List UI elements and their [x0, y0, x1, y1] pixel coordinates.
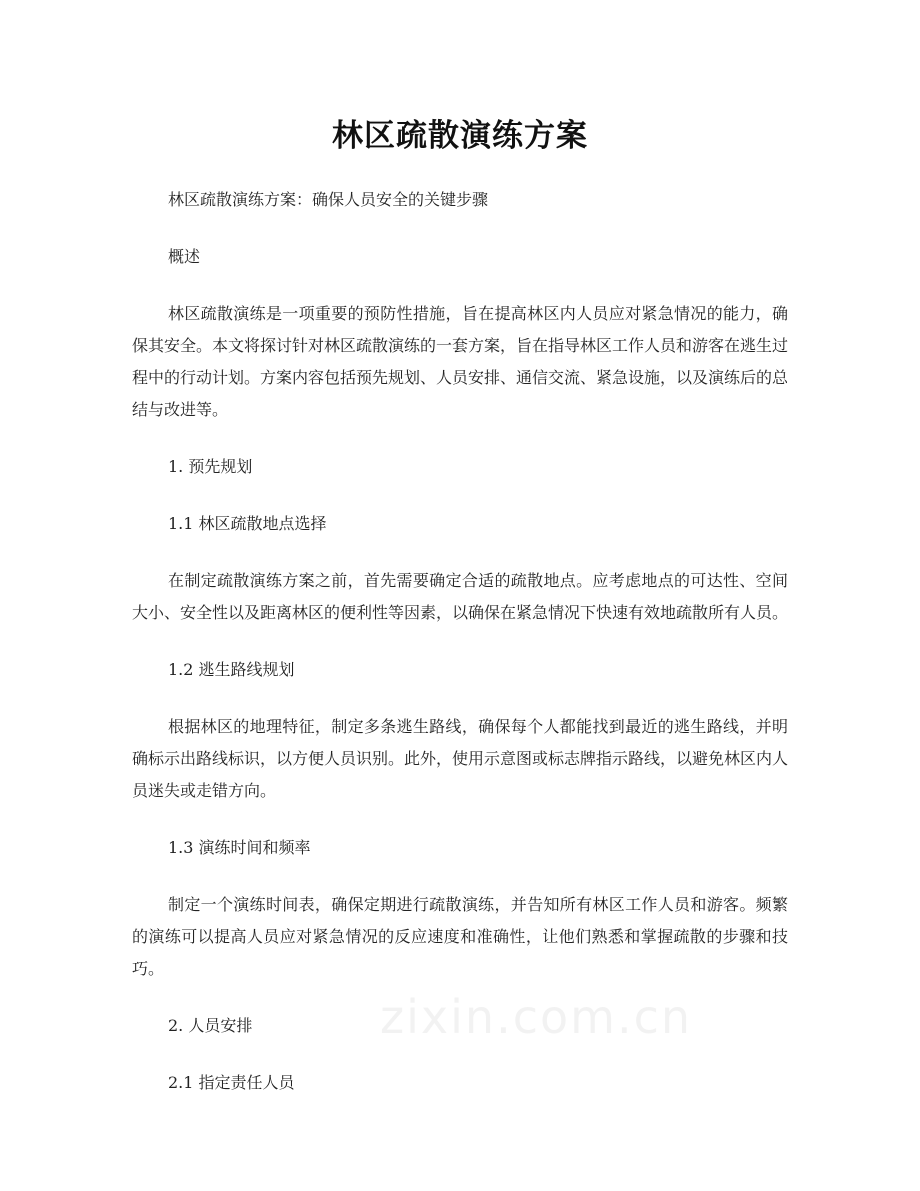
paragraph-overview: 林区疏散演练是一项重要的预防性措施，旨在提高林区内人员应对紧急情况的能力，确保其安全。本文将探讨针对林区疏散演练的一套方案，旨在指导林区工作人员和游客在逃生过程中的行动计划。方案内容包括预先规划、人员安排、通信交流、紧急设施，以及演练后的总结与改进等。 [132, 304, 789, 419]
document-body [132, 184, 788, 1124]
subsection-heading-1-2: 1.2 逃生路线规划 [168, 660, 295, 679]
subtitle-heading: 林区疏散演练方案：确保人员安全的关键步骤 [168, 190, 489, 209]
subsection-heading-1-3: 1.3 演练时间和频率 [168, 838, 311, 857]
subsection-heading-2-1: 2.1 指定责任人员 [168, 1073, 295, 1092]
section-heading-overview: 概述 [168, 247, 201, 266]
document-title: 林区疏散演练方案 [332, 118, 588, 154]
section-heading-2: 2. 人员安排 [168, 1016, 253, 1035]
paragraph-1-1: 在制定疏散演练方案之前，首先需要确定合适的疏散地点。应考虑地点的可达性、空间大小、安全性以及距离林区的便利性等因素，以确保在紧急情况下快速有效地疏散所有人员。 [132, 571, 789, 622]
watermark: zixin.com.cn [380, 990, 693, 1044]
paragraph-1-3: 制定一个演练时间表，确保定期进行疏散演练，并告知所有林区工作人员和游客。频繁的演练可以提高人员应对紧急情况的反应速度和准确性，让他们熟悉和掌握疏散的步骤和技巧。 [132, 895, 788, 978]
section-heading-1: 1. 预先规划 [168, 457, 253, 476]
paragraph-1-2: 根据林区的地理特征，制定多条逃生路线，确保每个人都能找到最近的逃生路线，并明确标示出路线标识，以方便人员识别。此外，使用示意图或标志牌指示路线，以避免林区内人员迷失或走错方向。 [132, 717, 789, 800]
subsection-heading-1-1: 1.1 林区疏散地点选择 [168, 514, 327, 533]
